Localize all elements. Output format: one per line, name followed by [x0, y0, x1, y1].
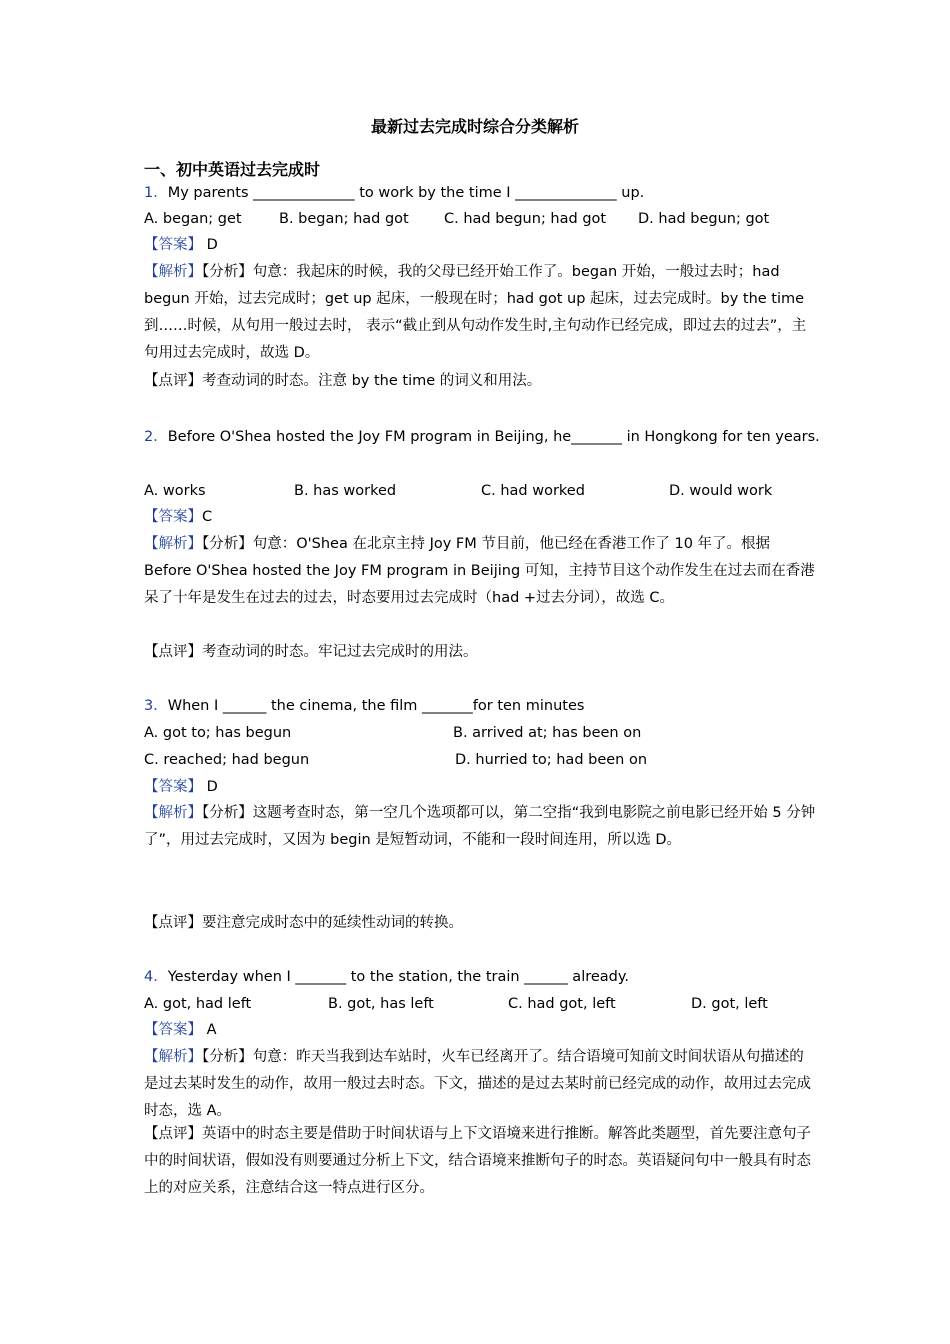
- analysis-text: 【分析】句意：昨天当我到达车站时，火车已经离开了。结合语境可知前文时间状语从句描述的是过去某时发生的动作，故用一般过去时态。下文，描述的是过去某时前已经完成的动作，故用过去完成时态，选 A。: [144, 1049, 811, 1119]
- option-a: A. began; get: [144, 211, 242, 227]
- option-c: C. had begun; had got: [444, 211, 607, 227]
- document-title: 最新过去完成时综合分类解析: [370, 117, 579, 136]
- question-number: 4．: [144, 969, 168, 985]
- comment-block: 【点评】英语中的时态主要是借助于时间状语与上下文语境来进行推断。解答此类题型，首先要注意句子中的时间状语，假如没有则要通过分析上下文，结合语境来推断句子的时态。英语疑问句中一般具有时态上的对应关系，注意结合这一特点进行区分。: [144, 1126, 811, 1196]
- question-2: [144, 427, 820, 447]
- comment-line: 【点评】考查动词的时态。注意 by the time 的词义和用法。: [144, 373, 542, 389]
- answer-value: A: [206, 1022, 217, 1038]
- section-heading: 一、初中英语过去完成时: [144, 160, 321, 179]
- option-d: D. got, left: [691, 996, 768, 1012]
- analysis-tag: 【解析】: [144, 264, 202, 280]
- option-a: A. got to; has begun: [144, 725, 292, 741]
- answer-tag: 【答案】: [144, 237, 202, 253]
- option-d: D. had begun; got: [638, 211, 770, 227]
- option-b: B. has worked: [294, 483, 397, 499]
- option-b: B. arrived at; has been on: [453, 725, 642, 741]
- question-number: 1．: [144, 185, 168, 201]
- answer-tag: 【答案】: [144, 779, 202, 795]
- question-3: [144, 696, 584, 716]
- analysis-tag: 【解析】: [144, 536, 202, 552]
- question-1: [144, 183, 644, 203]
- option-a: A. works: [144, 483, 206, 499]
- analysis-tag: 【解析】: [144, 805, 202, 821]
- option-d: D. hurried to; had been on: [455, 752, 648, 768]
- option-c: C. had worked: [481, 483, 585, 499]
- analysis-tag: 【解析】: [144, 1049, 202, 1065]
- comment-line: 【点评】要注意完成时态中的延续性动词的转换。: [144, 915, 463, 931]
- answer-line: [144, 1020, 217, 1040]
- analysis-text: 【分析】句意：O'Shea 在北京主持 Joy FM 节目前，他已经在香港工作了 10 年了。根据 Before O'Shea hosted the Joy FM program in Beijing 可知，主持节目这个动作发生在过去而在香港呆了十年是发生在过去的过去，时态要用过去完成时（had +过去分词），故选 C。: [144, 536, 815, 606]
- analysis-block: [144, 531, 816, 612]
- answer-tag: 【答案】: [144, 1022, 202, 1038]
- option-a: A. got, had left: [144, 996, 252, 1012]
- answer-value: D: [206, 779, 218, 795]
- answer-line: [144, 235, 218, 255]
- question-number: 2．: [144, 429, 168, 445]
- question-number: 3．: [144, 698, 168, 714]
- option-d: D. would work: [669, 483, 773, 499]
- answer-value: D: [206, 237, 218, 253]
- analysis-text: 【分析】句意：我起床的时候，我的父母已经开始工作了。began 开始，一般过去时；had begun 开始，过去完成时；get up 起床，一般现在时；had got up 起床，过去完成时。by the time 到……时候，从句用一般过去时， 表示“截止到从句动作发生时,主句动作已经完成，即过去的过去”，主句用过去完成时，故选 D。: [144, 264, 807, 361]
- question-stem: Before O'Shea hosted the Joy FM program in Beijing, he_______ in Hongkong for ten years.: [167, 429, 820, 445]
- answer-value: C: [202, 509, 213, 525]
- question-stem: When I ______ the cinema, the film _______for ten minutes: [167, 698, 585, 714]
- analysis-block: [144, 259, 816, 367]
- option-c: C. reached; had begun: [144, 752, 310, 768]
- answer-tag: 【答案】: [144, 509, 202, 525]
- option-b: B. got, has left: [328, 996, 434, 1012]
- analysis-block: [144, 800, 816, 854]
- question-stem: Yesterday when I _______ to the station, the train ______ already.: [167, 969, 630, 985]
- option-c: C. had got, left: [508, 996, 616, 1012]
- answer-line: [144, 777, 218, 797]
- answer-line: [144, 507, 212, 527]
- question-stem: My parents ______________ to work by the time I ______________ up.: [167, 185, 645, 201]
- option-b: B. began; had got: [279, 211, 409, 227]
- question-4: [144, 967, 629, 987]
- analysis-text: 【分析】这题考查时态，第一空几个选项都可以，第二空指“我到电影院之前电影已经开始 5 分钟了”，用过去完成时，又因为 begin 是短暂动词，不能和一段时间连用，所以选 D。: [144, 805, 816, 848]
- comment-line: 【点评】考查动词的时态。牢记过去完成时的用法。: [144, 644, 478, 660]
- analysis-block: [144, 1044, 816, 1125]
